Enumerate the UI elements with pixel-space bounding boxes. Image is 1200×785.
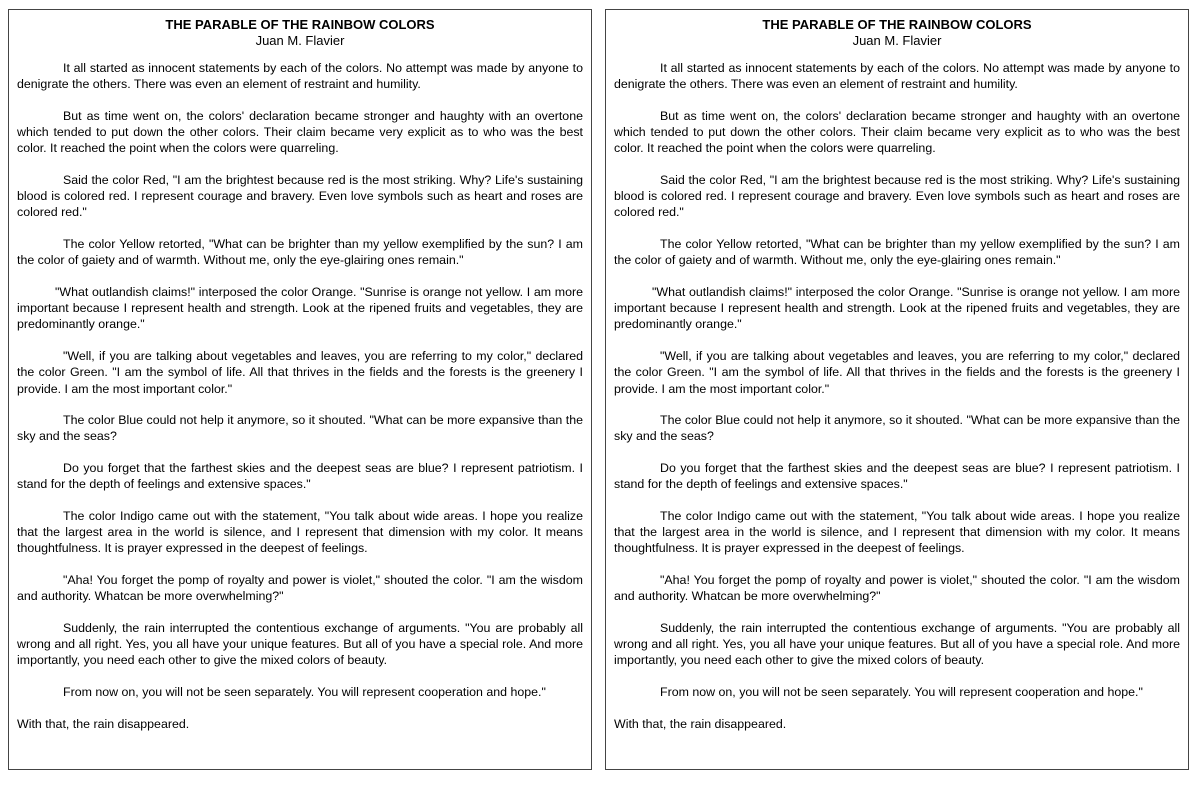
paragraph: Do you forget that the farthest skies and the deepest seas are blue? I represent patriotism. I stand for the depth of feelings and extensive spaces." <box>17 461 583 492</box>
paragraph: Said the color Red, "I am the brightest because red is the most striking. Why? Life's sustaining blood is colored red. I represent courage and bravery. Even love symbols such as heart and roses are colored red." <box>17 173 583 220</box>
paragraph: "What outlandish claims!" interposed the color Orange. "Sunrise is orange not yellow. I am more important because I represent health and strength. Look at the ripened fruits and vegetables, they are predominantly orange." <box>17 285 583 332</box>
paragraph: "Aha! You forget the pomp of royalty and power is violet," shouted the color. "I am the wisdom and authority. Whatcan be more overwhelming?" <box>17 573 583 604</box>
paragraph: The color Yellow retorted, "What can be brighter than my yellow exemplified by the sun? I am the color of gaiety and of warmth. Without me, only the eye-glairing ones remain." <box>17 237 583 268</box>
document-title: THE PARABLE OF THE RAINBOW COLORS <box>165 17 435 32</box>
paragraph: It all started as innocent statements by each of the colors. No attempt was made by anyone to denigrate the others. There was even an element of restraint and humility. <box>17 61 583 92</box>
paragraph: Suddenly, the rain interrupted the contentious exchange of arguments. "You are probably all wrong and all right. Yes, you all have your unique features. But all of you have a special role. And more importantly, you need each other to give the mixed colors of beauty. <box>614 621 1180 668</box>
paragraph: Said the color Red, "I am the brightest because red is the most striking. Why? Life's sustaining blood is colored red. I represent courage and bravery. Even love symbols such as heart and roses are colored red." <box>614 173 1180 220</box>
paragraph: The color Indigo came out with the statement, "You talk about wide areas. I hope you realize that the largest area in the world is silence, and I represent that dimension with my color. It means thoughtfulness. It is prayer expressed in the deepest of feelings. <box>614 509 1180 556</box>
paragraph: "Aha! You forget the pomp of royalty and power is violet," shouted the color. "I am the wisdom and authority. Whatcan be more overwhelming?" <box>614 573 1180 604</box>
paragraph: From now on, you will not be seen separately. You will represent cooperation and hope." <box>63 685 546 700</box>
document-title: THE PARABLE OF THE RAINBOW COLORS <box>762 17 1032 32</box>
paragraph: With that, the rain disappeared. <box>614 716 787 731</box>
paragraph: With that, the rain disappeared. <box>17 716 190 731</box>
paragraph: It all started as innocent statements by each of the colors. No attempt was made by anyone to denigrate the others. There was even an element of restraint and humility. <box>614 61 1180 92</box>
paragraph: From now on, you will not be seen separately. You will represent cooperation and hope." <box>660 685 1143 700</box>
page-panel-right <box>605 9 1189 770</box>
document-author: Juan M. Flavier <box>852 33 942 48</box>
paragraph: The color Yellow retorted, "What can be brighter than my yellow exemplified by the sun? I am the color of gaiety and of warmth. Without me, only the eye-glairing ones remain." <box>614 237 1180 268</box>
paragraph: The color Indigo came out with the statement, "You talk about wide areas. I hope you realize that the largest area in the world is silence, and I represent that dimension with my color. It means thoughtfulness. It is prayer expressed in the deepest of feelings. <box>17 509 583 556</box>
paragraph: The color Blue could not help it anymore, so it shouted. "What can be more expansive than the sky and the seas? <box>17 413 583 444</box>
paragraph: "Well, if you are talking about vegetables and leaves, you are referring to my color," declared the color Green. "I am the symbol of life. All that thrives in the fields and the forests is the greenery I provide. I am the most important color." <box>614 349 1180 396</box>
paragraph: Do you forget that the farthest skies and the deepest seas are blue? I represent patriotism. I stand for the depth of feelings and extensive spaces." <box>614 461 1180 492</box>
paragraph: But as time went on, the colors' declaration became stronger and haughty with an overtone which tended to put down the other colors. Their claim became very explicit as to who was the best color. It reached the point when the colors were quarreling. <box>614 108 1180 156</box>
paragraph: "Well, if you are talking about vegetables and leaves, you are referring to my color," declared the color Green. "I am the symbol of life. All that thrives in the fields and the forests is the greenery I provide. I am the most important color." <box>17 349 583 396</box>
paragraph: "What outlandish claims!" interposed the color Orange. "Sunrise is orange not yellow. I am more important because I represent health and strength. Look at the ripened fruits and vegetables, they are predominantly orange." <box>614 285 1180 332</box>
document-author: Juan M. Flavier <box>255 33 345 48</box>
paragraph: But as time went on, the colors' declaration became stronger and haughty with an overtone which tended to put down the other colors. Their claim became very explicit as to who was the best color. It reached the point when the colors were quarreling. <box>17 108 583 156</box>
paragraph: The color Blue could not help it anymore, so it shouted. "What can be more expansive than the sky and the seas? <box>614 413 1180 444</box>
paragraph: Suddenly, the rain interrupted the contentious exchange of arguments. "You are probably all wrong and all right. Yes, you all have your unique features. But all of you have a special role. And more importantly, you need each other to give the mixed colors of beauty. <box>17 621 583 668</box>
page-panel-left <box>8 9 592 770</box>
